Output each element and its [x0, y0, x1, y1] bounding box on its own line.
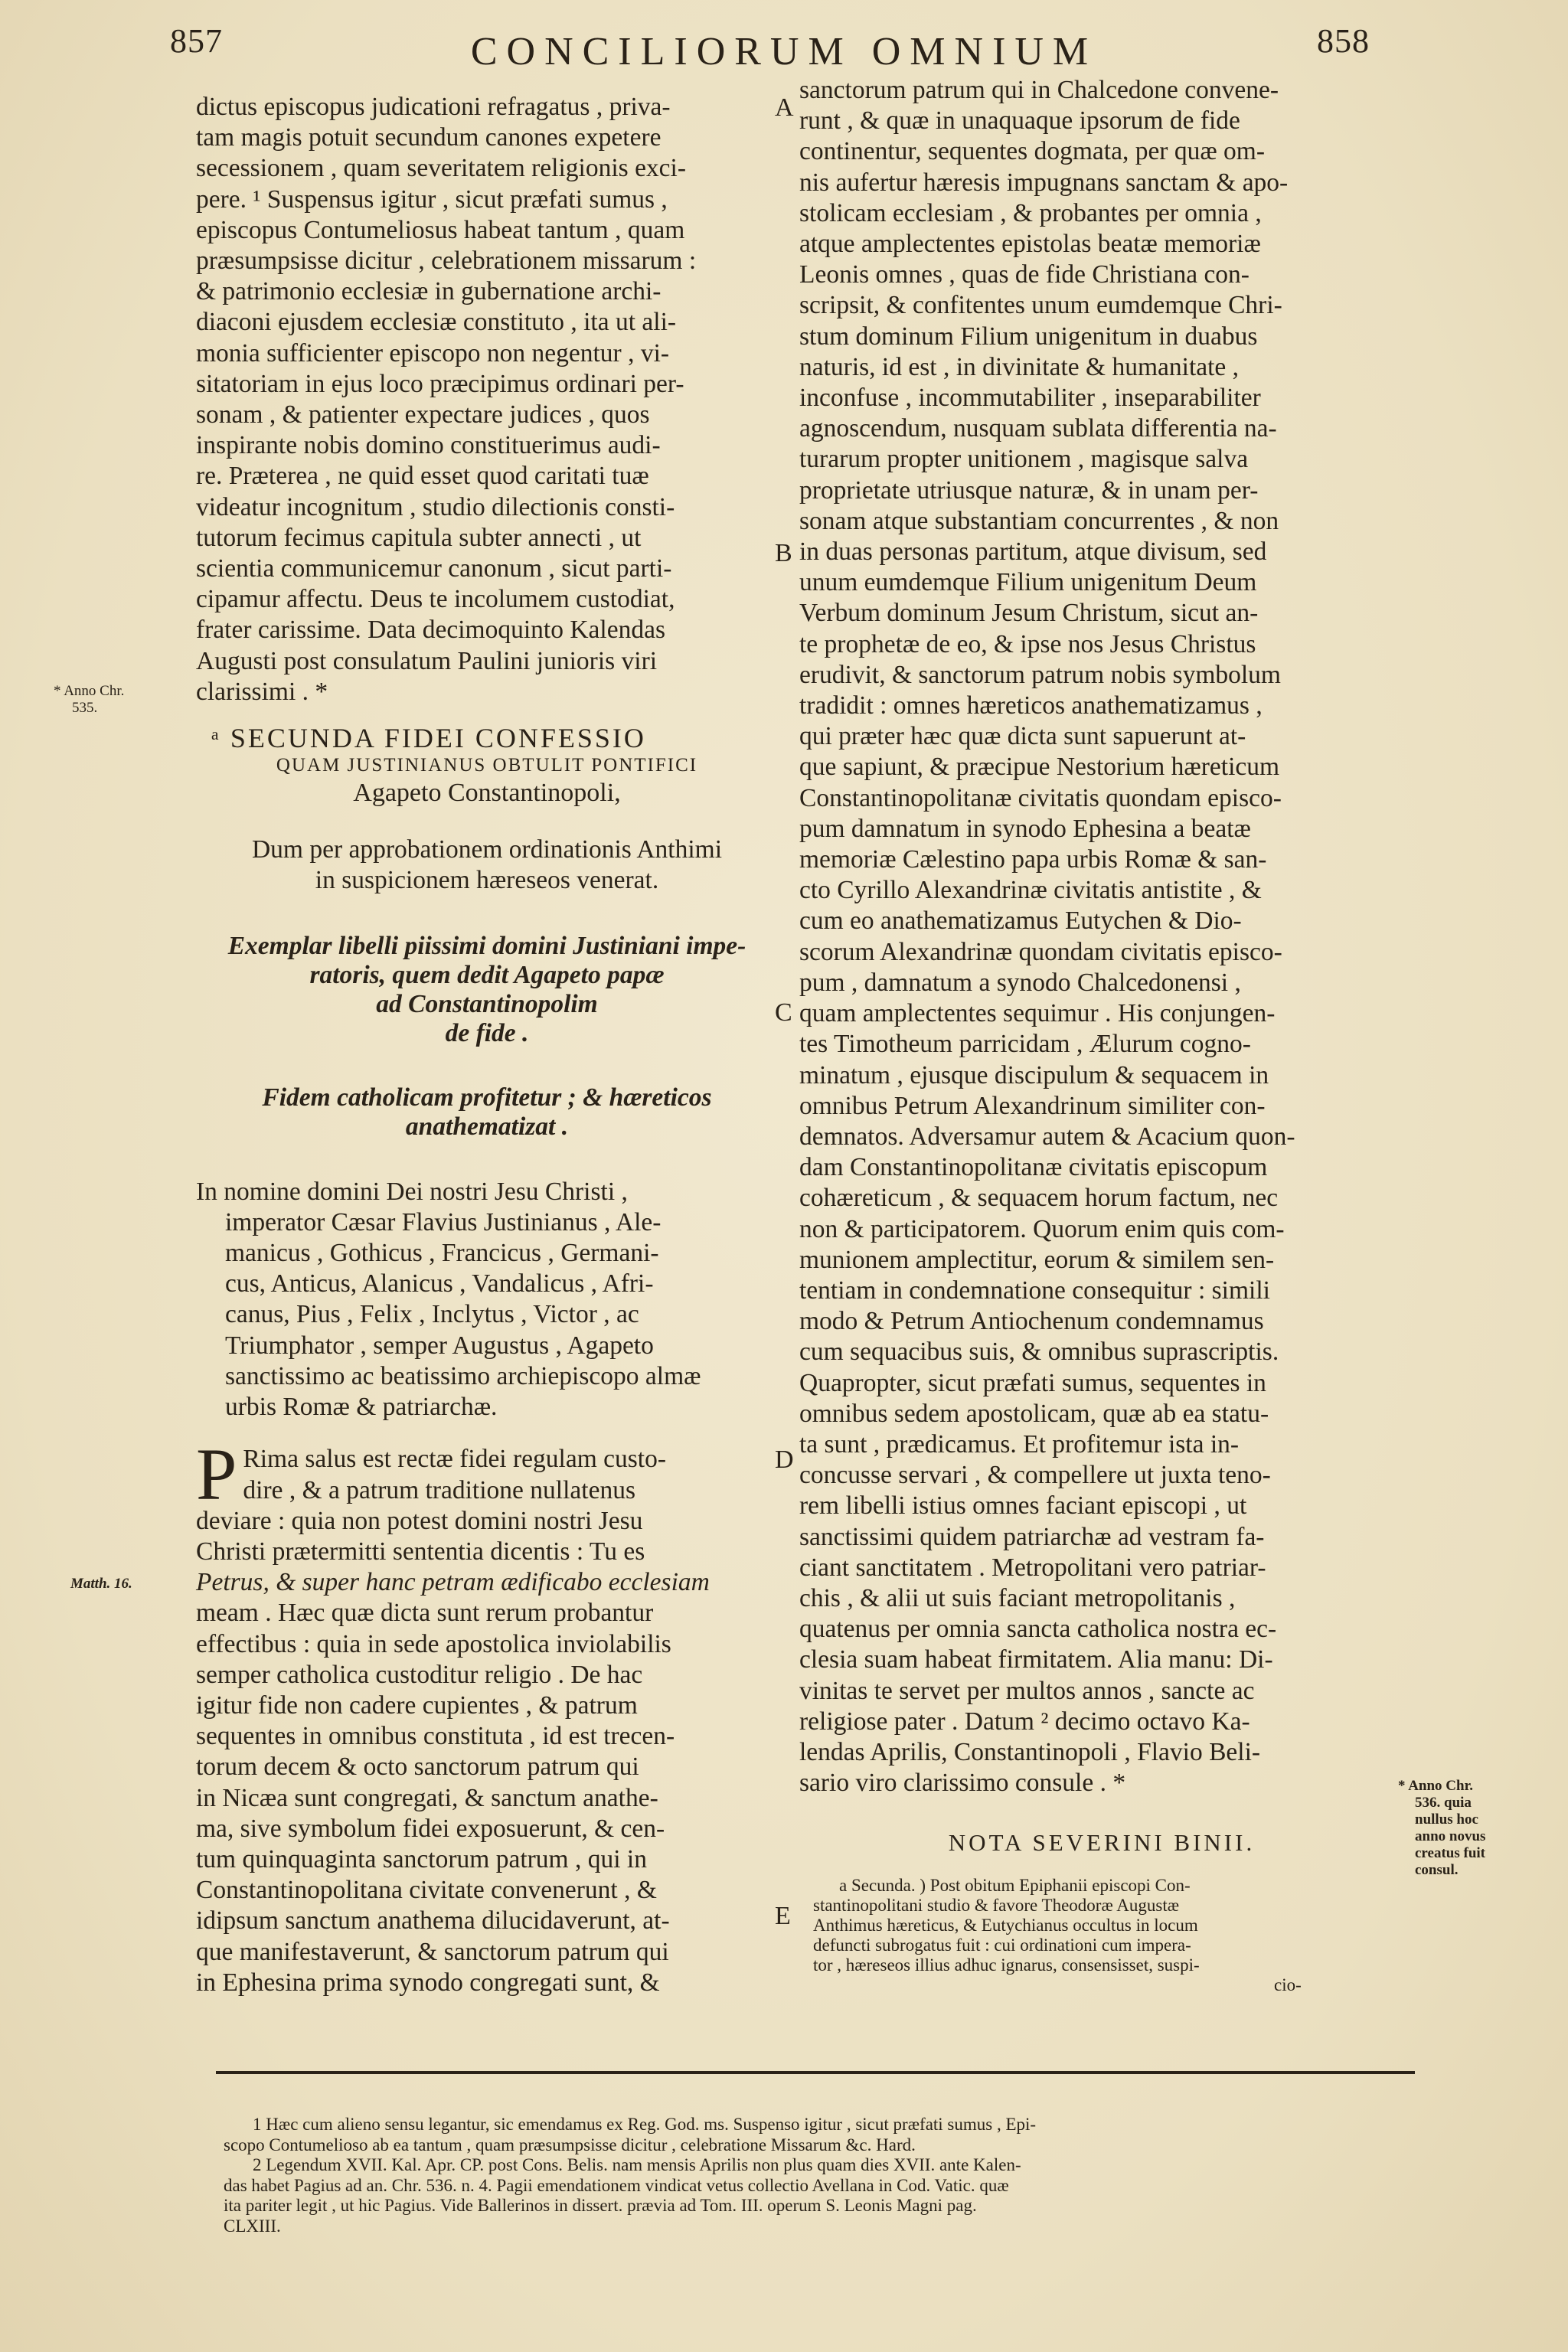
- text-line: Augusti post consulatum Paulini junioris viri: [196, 646, 658, 675]
- text-line: ma, sive symbolum fidei exposuerunt, & cen-: [196, 1814, 665, 1843]
- text-line: imperator Cæsar Flavius Justinianus , Ale-: [225, 1207, 662, 1236]
- text-line: anno novus: [1415, 1828, 1486, 1844]
- text-line: & patrimonio ecclesiæ in gubernatione archi-: [196, 277, 662, 306]
- text-line: a Secunda. ) Post obitum Epiphanii episcopi Con-: [839, 1875, 1191, 1895]
- footnote-line: ita pariter legit , ut hic Pagius. Vide Ballerinos in dissert. prævia ad Tom. III. operum S. Leonis Magni pag.: [224, 2196, 977, 2215]
- summary: [196, 835, 778, 896]
- footnote-rule: [216, 2071, 1415, 2074]
- text-line: Constantinopolitana civitate convenerunt , &: [196, 1876, 657, 1905]
- text-line: 535.: [72, 700, 98, 716]
- paragraph-prima: [196, 1433, 778, 1998]
- text-line: cto Cyrillo Alexandrinæ civitatis antistite , &: [799, 876, 1262, 905]
- section-subtitle: QUAM JUSTINIANUS OBTULIT PONTIFICI: [276, 755, 698, 776]
- text-line: atque amplectentes epistolas beatæ memoriæ: [799, 230, 1261, 259]
- section-letter-b: B: [775, 539, 792, 567]
- text-line: stum dominum Filium unigenitum in duabus: [799, 322, 1258, 351]
- text-line: tum quinquaginta sanctorum patrum , qui in: [196, 1844, 647, 1873]
- text-line: meam . Hæc quæ dicta sunt rerum probantur: [196, 1599, 654, 1628]
- text-line: nis aufertur hæresis impugnans sanctam & apo-: [799, 168, 1289, 197]
- text-line: concusse servari , & compellere ut juxta teno-: [799, 1461, 1271, 1490]
- page-number-left: 857: [170, 22, 223, 60]
- text-line: omnibus sedem apostolicam, quæ ab ea statu-: [799, 1399, 1269, 1428]
- text-line: modo & Petrum Antiochenum condemnamus: [799, 1307, 1264, 1336]
- text-line: sitatoriam in ejus loco præcipimus ordinari per-: [196, 369, 684, 398]
- running-title: CONCILIORUM OMNIUM: [470, 30, 1098, 74]
- text-line: videatur incognitum , studio dilectionis consti-: [196, 492, 675, 521]
- text-line: deviare : quia non potest domini nostri Jesu: [196, 1506, 643, 1535]
- text-line: scripsit, & confitentes unum eumdemque Chri-: [799, 291, 1282, 320]
- drop-cap: P: [196, 1433, 237, 1516]
- text-line: inspirante nobis domino constituerimus audi-: [196, 431, 661, 460]
- text-line: qui præter hæc quæ dicta sunt sapuerunt at-: [799, 722, 1246, 751]
- text-line: nullus hoc: [1415, 1811, 1478, 1828]
- text-line: sanctissimo ac beatissimo archiepiscopo almæ: [225, 1361, 701, 1390]
- text-line: cio-: [1274, 1975, 1302, 1994]
- text-line: memoriæ Cælestino papa urbis Romæ & san-: [799, 845, 1267, 874]
- text-line: proprietate utriusque naturæ, & in unam per-: [799, 475, 1259, 505]
- text-line: sequentes in omnibus constituta , id est trecen-: [196, 1722, 675, 1751]
- text-line: scientia communicemur canonum , sicut parti-: [196, 554, 672, 583]
- text-line: * Anno Chr.: [54, 683, 125, 699]
- text-line: pum , damnatum a synodo Chalcedonensi ,: [799, 968, 1241, 997]
- text-line: demnatos. Adversamur autem & Acacium quon-: [799, 1122, 1295, 1151]
- text-line: tor , hæreseos illius adhuc ignarus, consensisset, suspi-: [813, 1955, 1200, 1975]
- text-line: in duas personas partitum, atque divisum, sed: [799, 537, 1267, 567]
- text-line: te prophetæ de eo, & ipse nos Jesus Christus: [799, 629, 1256, 658]
- text-line: in Ephesina prima synodo congregati sunt, &: [196, 1968, 660, 1997]
- text-line: re. Præterea , ne quid esset quod caritati tuæ: [196, 462, 649, 491]
- text-line: diaconi ejusdem ecclesiæ constituto , ita ut ali-: [196, 308, 677, 337]
- left-column: [196, 92, 778, 1998]
- text-line: vinitas te servet per multos annos , sancte ac: [799, 1676, 1255, 1705]
- text-line: non & participatorem. Quorum enim quis com-: [799, 1214, 1285, 1243]
- text-line: quam amplectentes sequimur . His conjungen-: [799, 999, 1276, 1028]
- text-line: pere. ¹ Suspensus igitur , sicut præfati sumus ,: [196, 185, 668, 214]
- text-line: turarum propter unitionem , magisque salva: [799, 445, 1249, 474]
- text-line: sanctissimi quidem patriarchæ ad vestram fa-: [799, 1522, 1265, 1551]
- nota-text: [799, 1876, 1404, 1995]
- text-line: que manifestaverunt, & sanctorum patrum qui: [196, 1937, 669, 1966]
- section-subtitle-2: Agapeto Constantinopoli,: [353, 779, 621, 808]
- paragraph-suspensus: [196, 92, 778, 707]
- footnotes: [216, 2115, 1426, 2236]
- text-line: omnibus Petrum Alexandrinum similiter con-: [799, 1091, 1266, 1120]
- text-line: Triumphator , semper Augustus , Agapeto: [225, 1331, 654, 1360]
- text-line: munionem amplectitur, eorum & similem sen-: [799, 1245, 1275, 1274]
- text-line: monia sufficienter episcopo non negentur , vi-: [196, 338, 670, 368]
- text-line: continentur, sequentes dogmata, per quæ om-: [799, 137, 1266, 166]
- text-line: igitur fide non cadere cupientes , & patrum: [196, 1690, 638, 1720]
- footnote-line: CLXIII.: [224, 2216, 281, 2236]
- text-line: torum decem & octo sanctorum patrum qui: [196, 1753, 639, 1782]
- text-line: runt , & quæ in unaquaque ipsorum de fide: [799, 106, 1240, 136]
- text-line: ciant sanctitatem . Metropolitani vero patriar-: [799, 1553, 1266, 1582]
- text-line: episcopus Contumeliosus habeat tantum , quam: [196, 215, 685, 244]
- text-line: Exemplar libelli piissimi domini Justiniani impe-: [227, 931, 746, 960]
- text-line: dictus episcopus judicationi refragatus , priva-: [196, 93, 671, 121]
- footnote-line: das habet Pagius ad an. Chr. 536. n. 4. Pagii emendationem vindicat vetus collectio Avellana in Cod. Vatic. quæ: [224, 2175, 1009, 2195]
- text-line: secessionem , quam severitatem religionis exci-: [196, 154, 687, 183]
- fidem-heading: [196, 1083, 778, 1142]
- section-letter-d: D: [775, 1446, 794, 1474]
- text-line: tentiam in condemnatione consequitur : simili: [799, 1276, 1270, 1305]
- text-line: inconfuse , incommutabiliter , inseparabiliter: [799, 384, 1261, 413]
- text-line: scorum Alexandrinæ quondam civitatis episco-: [799, 937, 1282, 966]
- text-line: cus, Anticus, Alanicus , Vandalicus , Afri-: [225, 1269, 654, 1298]
- text-line: idipsum sanctum anathema dilucidaverunt, at-: [196, 1906, 670, 1936]
- text-line: effectibus : quia in sede apostolica inviolabilis: [196, 1629, 671, 1658]
- text-line: rem libelli istius omnes faciant episcopi , ut: [799, 1491, 1247, 1521]
- footnote-line: scopo Contumelioso ab ea tantum , quam præsumpsisse dicitur , celebratione Missarum &c. Hard.: [224, 2135, 916, 2154]
- section-letter-e: E: [775, 1902, 791, 1930]
- text-line: naturis, id est , in divinitate & humanitate ,: [799, 352, 1240, 381]
- right-column: [799, 75, 1404, 1995]
- text-line: sonam atque substantiam concurrentes , & non: [799, 506, 1279, 535]
- margin-note-matth: Matth. 16.: [70, 1576, 132, 1592]
- text-line: stantinopolitani studio & favore Theodoræ Augustæ: [813, 1895, 1180, 1915]
- invocation: [196, 1177, 778, 1423]
- text-line: canus, Pius , Felix , Inclytus , Victor , ac: [225, 1300, 639, 1329]
- text-line: de fide .: [445, 1018, 529, 1047]
- text-line: Fidem catholicam profitetur ; & hæreticos: [262, 1083, 712, 1112]
- text-line: tes Timotheum parricidam , Ælurum cogno-: [799, 1030, 1251, 1059]
- text-line: minatum , ejusque discipulum & sequacem in: [799, 1060, 1269, 1089]
- text-line: cipamur affectu. Deus te incolumem custodiat,: [196, 585, 675, 614]
- text-line: quatenus per omnia sancta catholica nostra ec-: [799, 1615, 1277, 1644]
- text-line: clesia suam habeat firmitatem. Alia manu: Di-: [799, 1645, 1273, 1674]
- text-line: tam magis potuit secundum canones expetere: [196, 123, 662, 152]
- text-line: in Nicæa sunt congregati, & sanctum anathe-: [196, 1783, 658, 1812]
- text-line: manicus , Gothicus , Francicus , Germani-: [225, 1239, 659, 1268]
- text-line: erudivit, & sanctorum patrum nobis symbolum: [799, 660, 1281, 689]
- text-line: Anthimus hæreticus, & Eutychianus occultus in locum: [813, 1915, 1198, 1935]
- text-line: sanctorum patrum qui in Chalcedone convene-: [799, 76, 1279, 104]
- text-line: Verbum dominum Jesum Christum, sicut an-: [799, 599, 1259, 628]
- text-line: pum damnatum in synodo Ephesina a beatæ: [799, 814, 1251, 843]
- text-line: unum eumdemque Filium unigenitum Deum: [799, 568, 1257, 597]
- text-line: sario viro clarissimo consule . *: [799, 1769, 1126, 1798]
- text-line: tradidit : omnes hæreticos anathematizamus ,: [799, 691, 1263, 720]
- text-line: Leonis omnes , quas de fide Christiana con-: [799, 260, 1250, 289]
- text-line: Quapropter, sicut præfati sumus, sequentes in: [799, 1368, 1266, 1397]
- text-line: dam Constantinopolitanæ civitatis episcopum: [799, 1153, 1268, 1182]
- text-line: tutorum fecimus capitula subter annecti , ut: [196, 523, 642, 552]
- text-line: præsumpsisse dicitur , celebrationem missarum :: [196, 247, 697, 276]
- text-line: ta sunt , prædicamus. Et profitemur ista in-: [799, 1429, 1240, 1459]
- text-line: religiose pater . Datum ² decimo octavo Ka-: [799, 1707, 1250, 1736]
- text-line: cum eo anathematizamus Eutychen & Dio-: [799, 906, 1242, 936]
- text-line: lendas Aprilis, Constantinopoli , Flavio Beli-: [799, 1737, 1261, 1766]
- text-line: que sapiunt, & præcipue Nestorium hæreticum: [799, 753, 1280, 782]
- footnote-line: 2 Legendum XVII. Kal. Apr. CP. post Cons. Belis. nam mensis Aprilis non plus quam dies XVII. ante Kalen-: [253, 2155, 1021, 2174]
- text-line: creatus fuit: [1415, 1845, 1485, 1861]
- section-title: ᵃ SECUNDA FIDEI CONFESSIO: [211, 723, 646, 754]
- text-line: semper catholica custoditur religio . De hac: [196, 1660, 643, 1689]
- text-line: Petrus, & super hanc petram ædificabo ecclesiam: [196, 1568, 710, 1597]
- text-line: clarissimi . *: [196, 677, 328, 706]
- exemplar-heading: [196, 932, 778, 1048]
- margin-note-anno-536: [1398, 1778, 1485, 1879]
- text-line: stolicam ecclesiam , & probantes per omnia ,: [799, 198, 1262, 227]
- text-line: urbis Romæ & patriarchæ.: [225, 1393, 498, 1422]
- text-line: in suspicionem hæreseos venerat.: [315, 866, 659, 895]
- text-line: Christi prætermitti sententia dicentis : Tu es: [196, 1537, 645, 1566]
- text-line: defuncti subrogatus fuit : cui ordinationi cum impera-: [813, 1935, 1191, 1955]
- page-number-right: 858: [1317, 22, 1370, 60]
- nota-title: NOTA SEVERINI BINII.: [948, 1829, 1256, 1857]
- text-line: dire , & a patrum traditione nullatenus: [243, 1475, 635, 1504]
- text-line: ad Constantinopolim: [376, 989, 598, 1018]
- text-line: * Anno Chr.: [1398, 1778, 1474, 1794]
- text-line: consul.: [1415, 1862, 1459, 1878]
- text-line: cum sequacibus suis, & omnibus suprascriptis.: [799, 1338, 1279, 1367]
- section-letter-a: A: [775, 93, 794, 122]
- text-line: Dum per approbationem ordinationis Anthimi: [251, 835, 723, 864]
- text-line: sonam , & patienter expectare judices , quos: [196, 400, 650, 430]
- text-line: In nomine domini Dei nostri Jesu Christi ,: [196, 1177, 628, 1206]
- text-line: anathematizat .: [405, 1112, 569, 1141]
- footnote-line: 1 Hæc cum alieno sensu legantur, sic emendamus ex Reg. God. ms. Suspenso igitur , sicut præfati sumus , Epi-: [253, 2115, 1037, 2134]
- text-line: cohæreticum , & sequacem horum factum, nec: [799, 1184, 1279, 1213]
- section-letter-c: C: [775, 998, 792, 1027]
- text-line: agnoscendum, nusquam sublata differentia na-: [799, 414, 1277, 443]
- text-line: frater carissime. Data decimoquinto Kalendas: [196, 616, 665, 645]
- text-line: ratoris, quem dedit Agapeto papæ: [309, 960, 665, 989]
- text-line: Rima salus est rectæ fidei regulam custo-: [243, 1445, 666, 1474]
- margin-note-anno-535: [54, 683, 124, 717]
- text-line: 536. quia: [1415, 1795, 1472, 1811]
- text-line: Constantinopolitanæ civitatis quondam episco-: [799, 783, 1282, 812]
- text-line: chis , & alii ut suis faciant metropolitanis ,: [799, 1583, 1236, 1612]
